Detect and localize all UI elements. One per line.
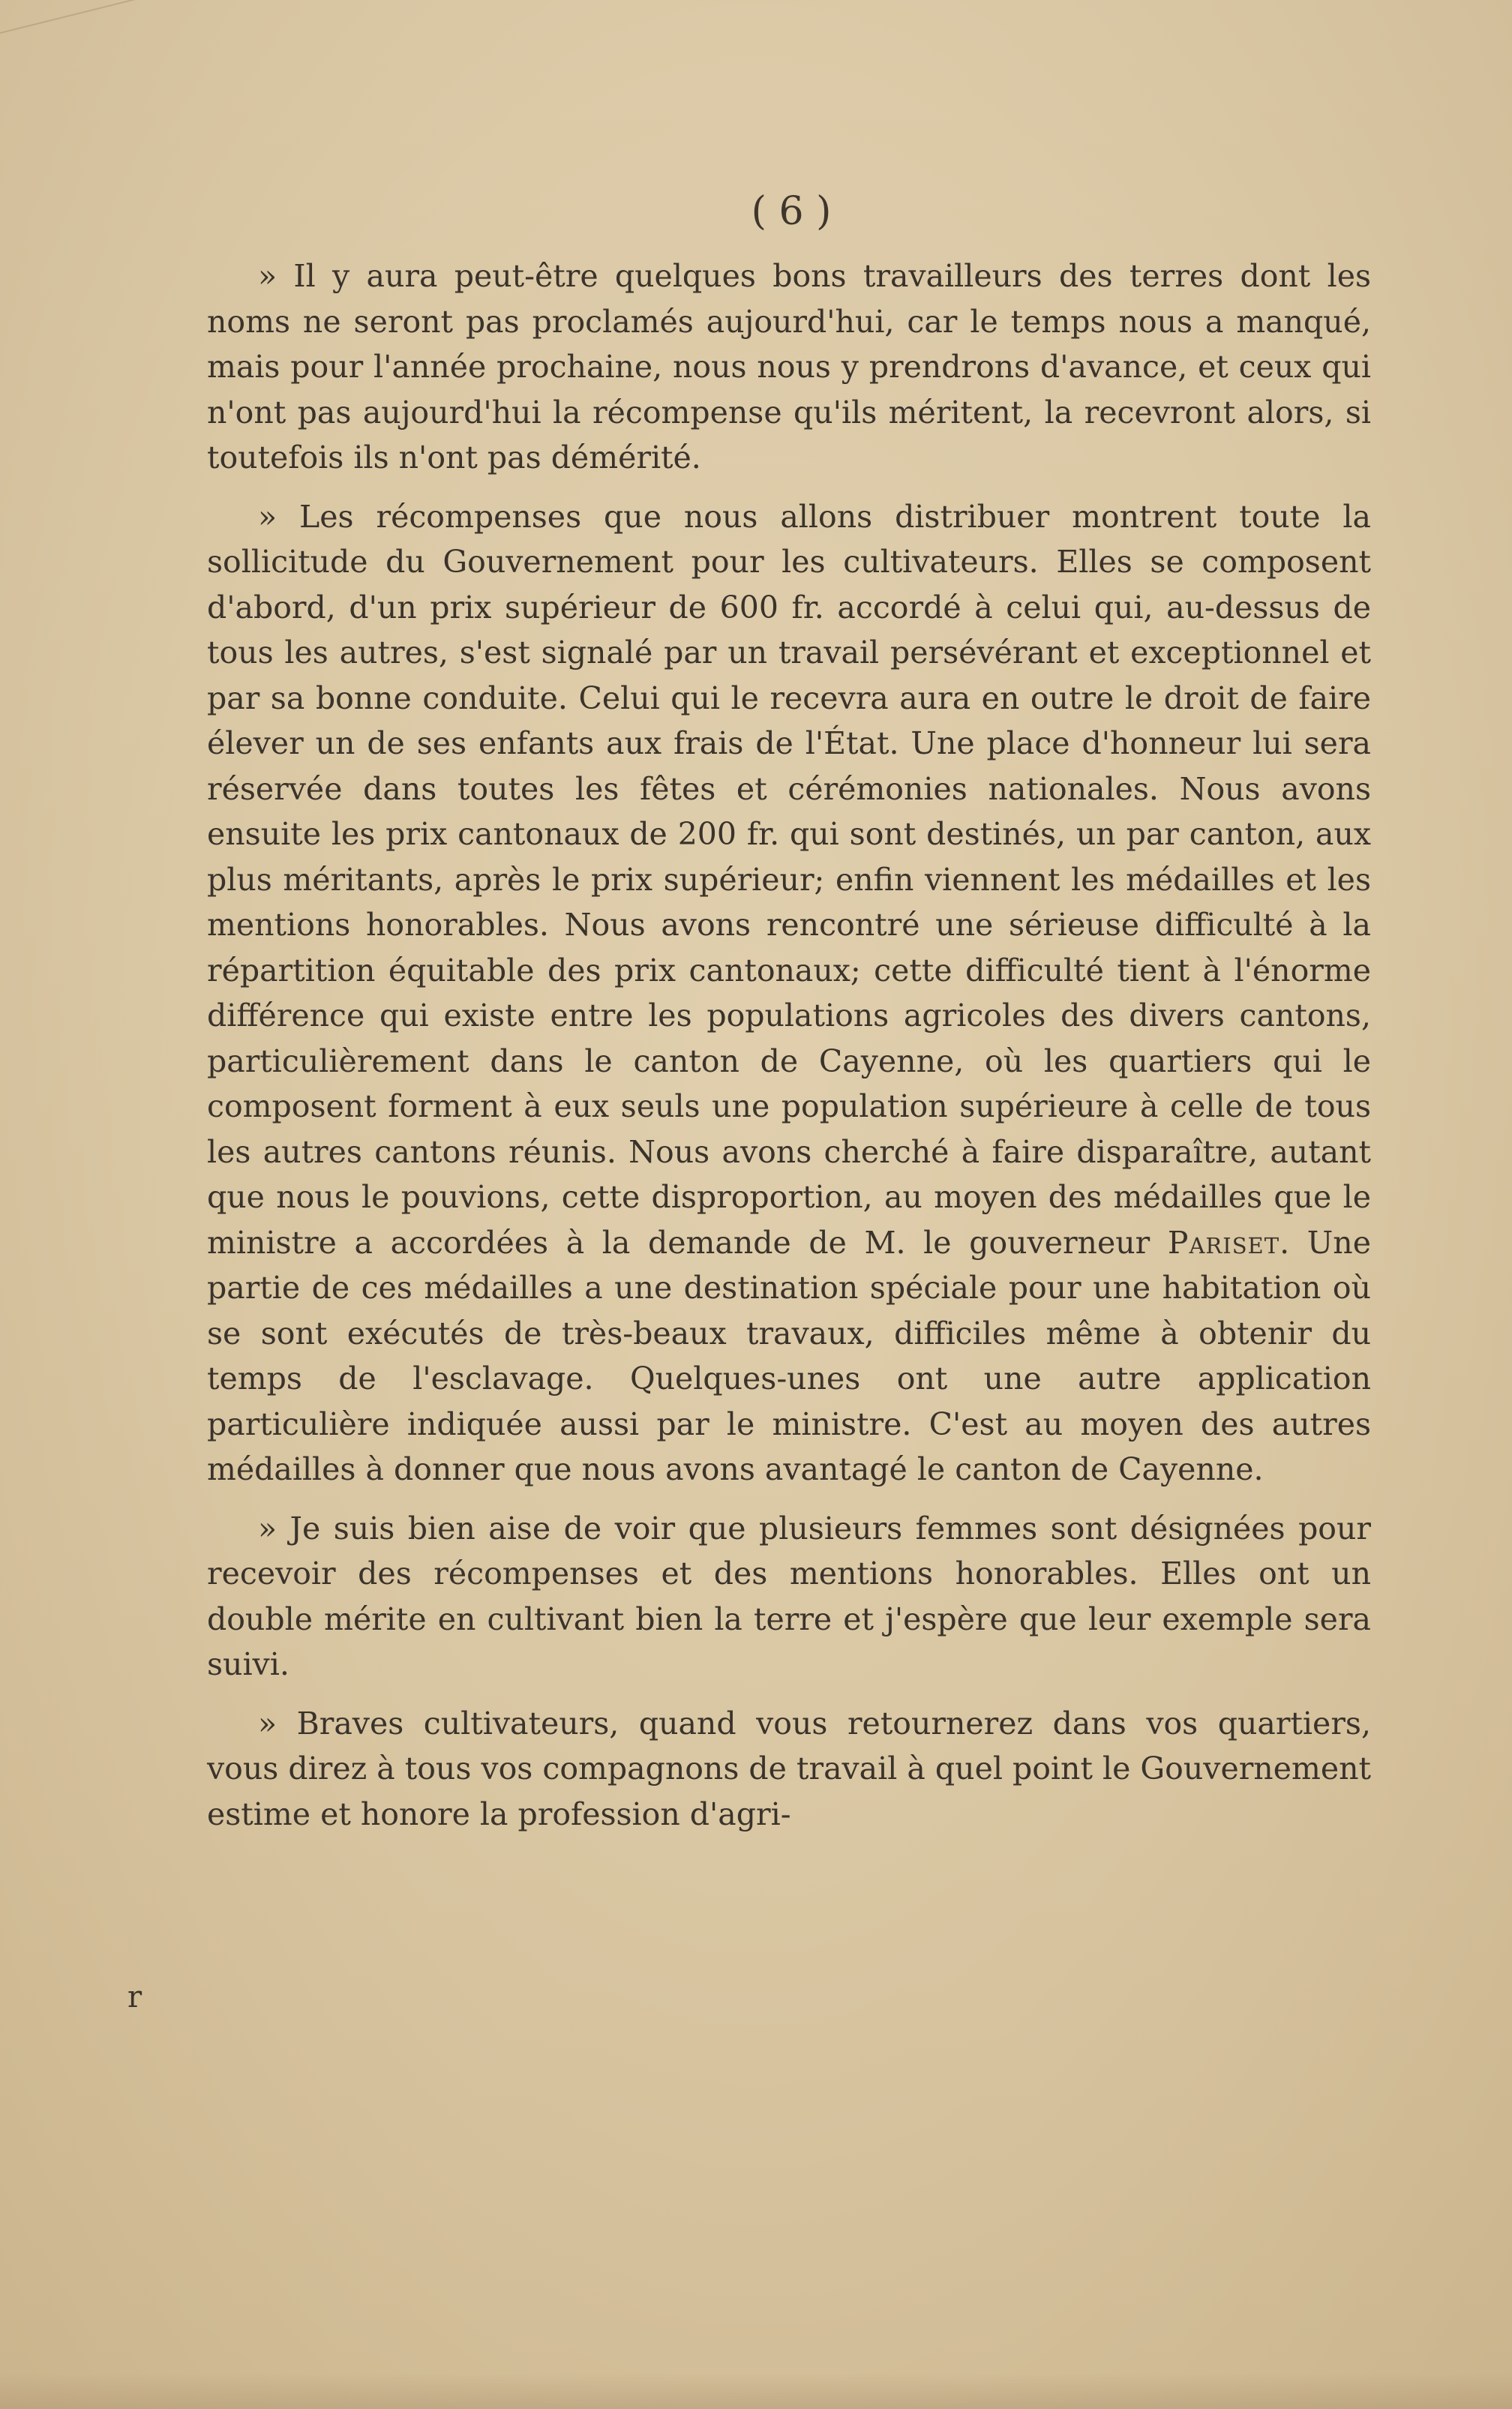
page-number: ( 6 ) xyxy=(751,189,832,234)
paragraph-4: » Braves cultivateurs, quand vous retournerez dans vos quartiers, vous direz à tous vos compagnons de travail à quel point le Gouvernement estime et honore la profession d'agri- xyxy=(207,1705,1371,1832)
governor-name: Pariset xyxy=(1167,1224,1280,1261)
margin-mark: r xyxy=(128,1980,142,2014)
paper-fold-crease xyxy=(0,0,225,38)
paragraph-1: » Il y aura peut-être quelques bons travailleurs des terres dont les noms ne seront pas proclamés aujourd'hui, car le temps nous a manqué, mais pour l'année prochaine, nous nous y prendrons d'avance, et ceux qui n'ont pas aujourd'hui la récompense qu'ils méritent, la recevront alors, si toutefois ils n'ont pas démérité. xyxy=(207,258,1371,476)
paragraph-2 xyxy=(207,494,1371,1492)
paragraph-3: » Je suis bien aise de voir que plusieurs femmes sont désignées pour recevoir des récompenses et des mentions honorables. Elles ont un double mérite en cultivant bien la terre et j'espère que leur exemple sera suivi. xyxy=(207,1510,1371,1682)
page-bottom-edge xyxy=(0,2373,1512,2409)
paragraph-2-text-before: » Les récompenses que nous allons distribuer montrent toute la sollicitude du Gouvernement pour les cultivateurs. Elles se composent d'abord, d'un prix supérieur de 600 fr. accordé à celui qui, au-dessus de tous les autres, s'est signalé par un travail persévérant et exceptionnel et par sa bonne conduite. Celui qui le recevra aura en outre le droit de faire élever un de ses enfants aux frais de l'État. Une place d'honneur lui sera réservée dans toutes les fêtes et cérémonies nationales. Nous avons ensuite les prix cantonaux de 200 fr. qui sont destinés, un par canton, aux plus méritants, après le prix supérieur; enfin viennent les médailles et les mentions honorables. Nous avons rencontré une sérieuse difficulté à la répartition équitable des prix cantonaux; cette difficulté tient à l'énorme différence qui existe entre les populations agricoles des divers cantons, particulièrement dans le canton de Cayenne, où les quartiers qui le composent forment à eux seuls une population supérieure à celle de tous les autres cantons réunis. Nous avons cherché à faire disparaître, autant que nous le pouvions, cette disproportion, au moyen des médailles que le ministre a accordées à la demande de M. le gouverneur xyxy=(207,498,1371,1261)
paragraph-2-text-after: . Une partie de ces médailles a une destination spéciale pour une habitation où se sont exécutés de très-beaux travaux, difficiles même à obtenir du temps de l'esclavage. Quelques-unes ont une autre application particulière indiquée aussi par le ministre. C'est au moyen des autres médailles à donner que nous avons avantagé le canton de Cayenne. xyxy=(207,1224,1371,1487)
body-text xyxy=(207,254,1371,1850)
